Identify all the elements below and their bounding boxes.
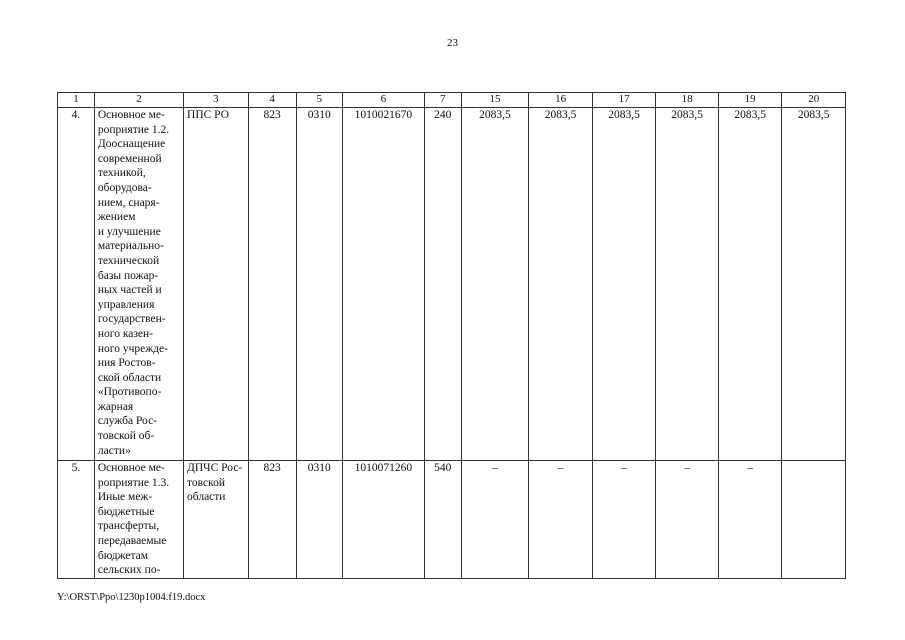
text-line: товской об- (97, 430, 155, 443)
cell-grbs: 823 (248, 108, 296, 461)
header-cell: 19 (718, 93, 782, 108)
header-cell: 17 (592, 93, 656, 108)
text-line: технической (97, 254, 160, 267)
cell-value (782, 461, 846, 579)
cell-value: – (529, 461, 593, 579)
text-line: жением (97, 211, 136, 224)
text-line: управления (97, 298, 155, 311)
text-line: роприятие 1.3. (97, 476, 170, 489)
text-line: сельских по- (97, 564, 161, 577)
cell-vr: 240 (424, 108, 461, 461)
header-cell: 16 (529, 93, 593, 108)
header-cell: 4 (248, 93, 296, 108)
text-line: ской области (97, 371, 162, 384)
text-line: Дооснащение (97, 138, 166, 151)
header-cell: 2 (94, 93, 183, 108)
page-number: 23 (447, 37, 458, 49)
text-line: оборудова- (97, 181, 152, 194)
text-line: государствен- (97, 313, 166, 326)
text-line: техникой, (97, 167, 146, 180)
text-line: современной (97, 152, 162, 165)
text-line: ных частей и (97, 284, 162, 297)
text-line: базы пожар- (97, 269, 159, 282)
text-line: «Противопо- (97, 386, 162, 399)
cell-value: 2083,5 (718, 108, 782, 461)
text-line: материально- (97, 240, 164, 253)
header-cell: 7 (424, 93, 461, 108)
cell-value: – (656, 461, 719, 579)
text-line: трансферты, (97, 520, 160, 533)
text-line: роприятие 1.2. (97, 123, 170, 136)
cell-vr: 540 (424, 461, 461, 579)
cell-rzpr: 0310 (296, 108, 342, 461)
cell-rzpr: 0310 (296, 461, 342, 579)
text-line: нием, снаря- (97, 196, 160, 209)
cell-value: 2083,5 (529, 108, 593, 461)
cell-csr: 1010021670 (342, 108, 424, 461)
cell-value: – (718, 461, 782, 579)
text-line: Иные меж- (97, 491, 153, 504)
executor (184, 461, 249, 579)
cell-value: 2083,5 (656, 108, 719, 461)
measure-name (94, 461, 183, 579)
cell-value: – (461, 461, 529, 579)
header-cell: 5 (296, 93, 342, 108)
text-line: Основное ме- (97, 109, 165, 121)
header-cell: 15 (461, 93, 529, 108)
header-cell: 3 (184, 93, 249, 108)
table-header-row (58, 93, 846, 108)
text-line: области (187, 491, 226, 504)
budget-table (57, 92, 846, 579)
header-cell: 20 (782, 93, 846, 108)
executor (184, 108, 249, 461)
text-line: товской (187, 476, 226, 489)
table-row (58, 461, 846, 579)
header-cell: 1 (58, 93, 95, 108)
text-line: бюджетные (97, 505, 155, 518)
text-line: и улучшение (97, 225, 161, 238)
text-line: бюджетам (97, 549, 149, 562)
cell-value: – (592, 461, 656, 579)
header-cell: 6 (342, 93, 424, 108)
cell-csr: 1010071260 (342, 461, 424, 579)
text-line: ласти» (97, 444, 131, 457)
measure-name (94, 108, 183, 461)
text-line: ППС РО (187, 109, 230, 121)
text-line: ного учрежде- (97, 342, 168, 355)
cell-value: 2083,5 (782, 108, 846, 461)
text-line: передаваемые (97, 534, 167, 547)
cell-grbs: 823 (248, 461, 296, 579)
row-number: 4. (58, 108, 95, 461)
cell-value: 2083,5 (461, 108, 529, 461)
table-row (58, 108, 846, 461)
cell-value: 2083,5 (592, 108, 656, 461)
text-line: ния Ростов- (97, 357, 156, 370)
header-cell: 18 (656, 93, 719, 108)
text-line: жарная (97, 400, 134, 413)
row-number: 5. (58, 461, 95, 579)
text-line: служба Рос- (97, 415, 158, 428)
text-line: ДПЧС Рос- (187, 462, 243, 474)
text-line: ного казен- (97, 327, 153, 340)
footer-file-path: Y:\ORST\Ppo\1230p1004.f19.docx (57, 592, 206, 603)
text-line: Основное ме- (97, 462, 165, 474)
